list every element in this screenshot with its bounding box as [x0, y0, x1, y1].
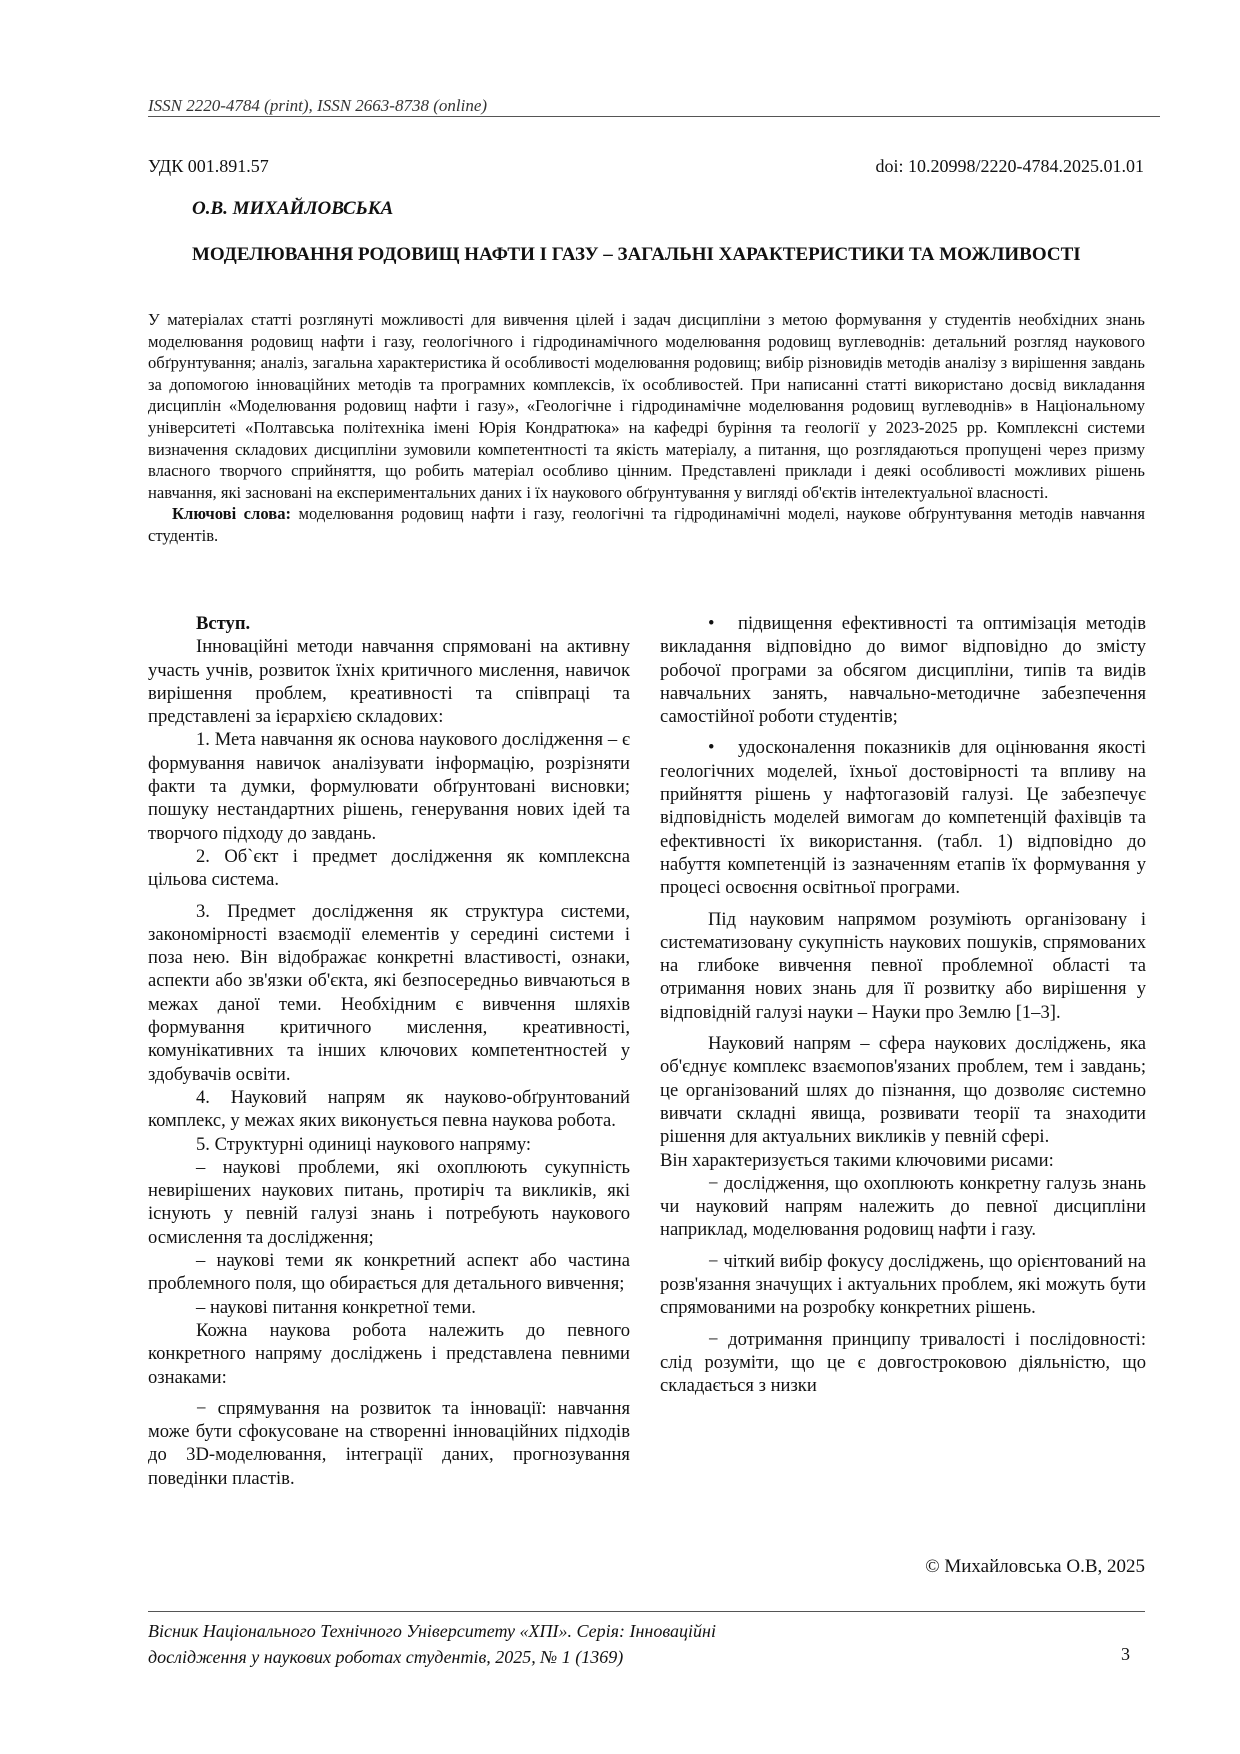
list-item: − чіткий вибір фокусу досліджень, що орієнтований на розв'язання значущих і актуальних проблем, які можуть бути спрямованими на розробку конкретних рішень. [660, 1250, 1146, 1319]
list-item: – наукові питання конкретної теми. [196, 1296, 476, 1318]
abstract-text: У матеріалах статті розглянуті можливості для вивчення цілей і задач дисципліни з метою формування у студентів необхідних знань моделювання родовищ нафти і газу, геологічного і гідродинамічного моделювання родовищ вуглеводнів: детальний розгляд наукового обґрунтування; аналіз, загальна характеристика й особливості моделювання родовищ; вибір різновидів методів аналізу з вирішення завдань за допомогою інноваційних методів та програмних комплексів, їх особливостей. При написанні статті використано досвід викладання дисциплін «Моделювання родовищ нафти і газу», «Геологічне і гідродинамічне моделювання родовищ вуглеводнів» в Національному університеті «Полтавська політехніка імені Юрія Кондратюка» на кафедрі буріння та геології у 2023-2025 рр. Комплексні системи визначення складових дисципліни зумовили компетентності та якість матеріалу, а питання, що розглядаються пропущені через призму власного творчого сприйняття, що робить матеріал особливо цінним. Представлені приклади і деякі особливості можливих рішень навчання, які засновані на експериментальних даних і їх наукового обґрунтування у вигляді об'єктів інтелектуальної власності. [148, 310, 1145, 502]
keywords-text: моделювання родовищ нафти і газу, геологічні та гідродинамічні моделі, наукове обґрунтування методів навчання студентів. [148, 504, 1145, 545]
section-heading: Вступ. [196, 613, 251, 634]
keywords-label: Ключові слова: [172, 504, 292, 524]
left-column [148, 612, 630, 1490]
udk-code: УДК 001.891.57 [148, 156, 269, 176]
list-item: – наукові теми як конкретний аспект або частина проблемного поля, що обирається для детального вивчення; [148, 1250, 630, 1295]
bullet-icon: • [708, 737, 715, 759]
paragraph: 3. Предмет дослідження як структура системи, закономірності взаємодії елементів у середині системи і поза нею. Він відображає конкретні властивості, ознаки, аспекти або зв'язки об'єкта, які безпосередньо вивчаються в межах даної теми. Необхідним є вивчення шляхів формування критичного мислення, креативності, комунікативних та інших ключових компетентностей у здобувачів освіти. [148, 900, 630, 1085]
paragraph: 2. Об`єкт і предмет дослідження як комплексна цільова система. [148, 845, 630, 891]
page-number: 3 [1121, 1644, 1130, 1664]
list-item: − дослідження, що охоплюють конкретну галузь знань чи науковий напрям належить до певної дисципліни наприклад, моделювання родовищ нафти і газу. [660, 1172, 1146, 1241]
journal-issn: ISSN 2220-4784 (print), ISSN 2663-8738 (online) [148, 96, 488, 115]
list-item: − дотримання принципу тривалості і послідовності: слід розуміти, що це є довгостроковою діяльністю, що складається з низки [660, 1328, 1146, 1397]
paragraph: Науковий напрям – сфера наукових досліджень, яка об'єднує комплекс взаємопов'язаних проблем, тем і завдань; це організований шлях до пізнання, що дозволяє системно вивчати складні явища, розвивати теорії та знаходити рішення для актуальних викликів у певній сфері. [660, 1033, 1146, 1148]
paragraph: 5. Структурні одиниці наукового напряму: [196, 1133, 532, 1155]
doi: doi: 10.20998/2220-4784.2025.01.01 [875, 156, 1144, 176]
footer-divider [148, 1611, 1145, 1612]
paragraph: Кожна наукова робота належить до певного конкретного напряму досліджень і представлена певними ознаками: [148, 1319, 630, 1388]
abstract [148, 309, 1145, 547]
bullet-icon: • [708, 613, 715, 634]
keywords [148, 503, 1145, 546]
list-item: – наукові проблеми, які охоплюють сукупність невирішених наукових питань, протиріч та викликів, які існують у певній галузі знань і потребують наукового осмислення та дослідження; [148, 1156, 630, 1248]
paragraph: Він характеризується такими ключовими рисами: [660, 1149, 1054, 1171]
bullet-item: • підвищення ефективності та оптимізація методів викладання відповідно до вимог відповідно до змісту робочої програми за обсягом дисципліни, типів та видів навчальних занять, навчально-методичне забезпечення самостійної роботи студентів; [660, 613, 1146, 728]
author: О.В. МИХАЙЛОВСЬКА [192, 198, 394, 219]
paragraph: Інноваційні методи навчання спрямовані на активну участь учнів, розвиток їхніх критичного мислення, навичок вирішення проблем, креативності та співпраці та представлені за ієрархією складових: [148, 636, 630, 728]
journal-footer [148, 1618, 1145, 1670]
paragraph: 4. Науковий напрям як науково-обґрунтований комплекс, у межах яких виконується певна наукова робота. [148, 1086, 630, 1132]
copyright: © Михайловська О.В, 2025 [925, 1556, 1145, 1577]
article-title: МОДЕЛЮВАННЯ РОДОВИЩ НАФТИ І ГАЗУ – ЗАГАЛЬНІ ХАРАКТЕРИСТИКИ ТА МОЖЛИВОСТІ [192, 244, 1081, 265]
footer-line-1: Вісник Національного Технічного Університету «ХПІ». Серія: Інноваційні [148, 1621, 716, 1641]
right-column [660, 612, 1146, 1398]
paragraph: 1. Мета навчання як основа наукового дослідження – є формування навичок аналізувати інформацію, розрізняти факти та думки, формулювати обґрунтовані висновки; пошуку нестандартних рішень, генерування нових ідей та творчого підходу до завдань. [148, 729, 630, 844]
footer-line-2: дослідження у наукових роботах студентів, 2025, № 1 (1369) [148, 1647, 624, 1667]
paragraph: Під науковим напрямом розуміють організовану і систематизовану сукупність наукових пошуків, спрямованих на глибоке вивчення певної проблемної області та отримання нових знань для її розвитку або вирішення у відповідній галузі науки – Науки про Землю [1–3]. [660, 908, 1146, 1023]
header-divider [148, 116, 1160, 117]
list-item: − спрямування на розвиток та інновації: навчання може бути сфокусоване на створенні інноваційних підходів до 3D-моделювання, інтеграції даних, прогнозування поведінки пластів. [148, 1397, 630, 1489]
bullet-item: • удосконалення показників для оцінювання якості геологічних моделей, їхньої достовірності та впливу на прийняття рішень у нафтогазовій галузі. Це забезпечує відповідність моделей вимогам до компетенцій фахівців та ефективності їх використання. (табл. 1) відповідно до набуття компетенцій із зазначенням етапів їх формування у процесі освоєння освітньої програми. [660, 737, 1146, 899]
